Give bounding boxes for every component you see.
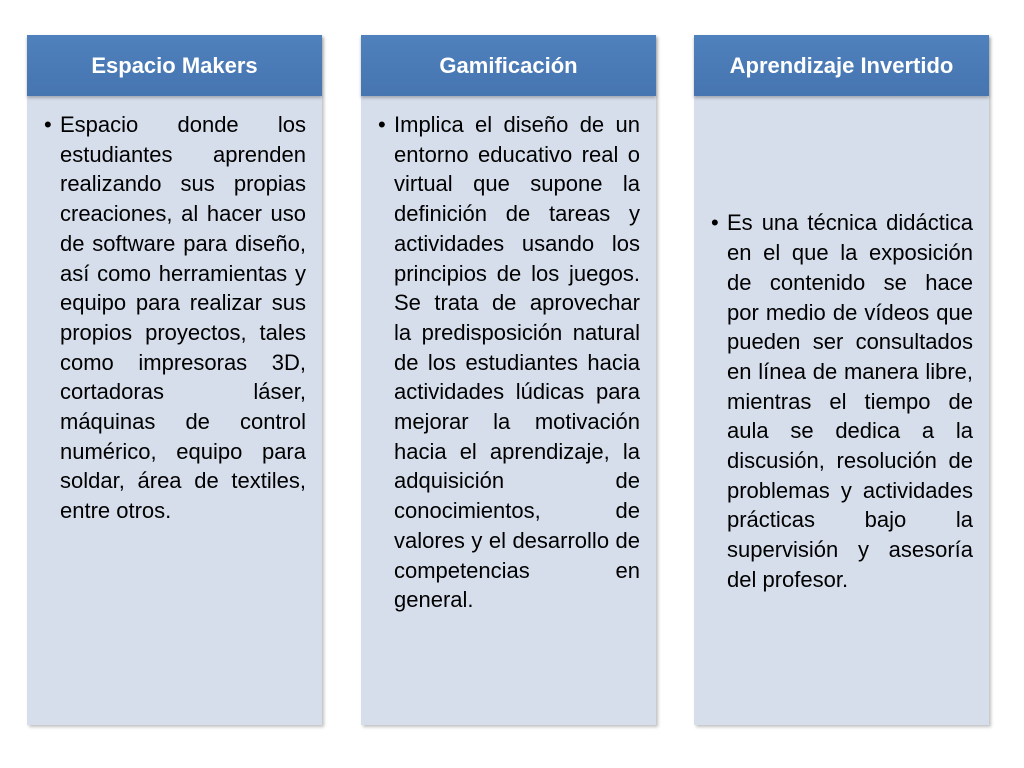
bullet-text: Espacio donde los estudiantes aprenden realizando sus propias creaciones, al hacer uso de software para diseño, así como herramientas y equipo para realizar sus propios proyectos, tales como impresoras 3D, cortadoras láser, máquinas de control numérico, equipo para soldar, área de textiles, entre otros. [60, 112, 306, 524]
column-espacio-makers [27, 35, 322, 725]
bullet-text: Es una técnica didáctica en el que la exposición de contenido se hace por medio de vídeos que pueden ser consultados en línea de manera libre, mientras el tiempo de aula se dedica a la discusión, resolución de problemas y actividades prácticas bajo la supervisión y asesoría del profesor. [727, 210, 973, 592]
bullet-item [378, 110, 640, 615]
column-body-espacio-makers [27, 96, 322, 725]
column-header-espacio-makers: Espacio Makers [27, 35, 322, 96]
bullet-item [711, 208, 973, 594]
bullet-item [44, 110, 306, 526]
bullet-dot-icon: • [44, 112, 52, 137]
bullet-dot-icon: • [378, 112, 386, 137]
column-gamificacion [361, 35, 656, 725]
column-aprendizaje-invertido [694, 35, 989, 725]
bullet-dot-icon: • [711, 210, 719, 236]
column-body-gamificacion [361, 96, 656, 725]
bullet-text: Implica el diseño de un entorno educativo real o virtual que supone la definición de tareas y actividades usando los principios de los juegos. Se trata de aprovechar la predisposición natural de los estudiantes hacia actividades lúdicas para mejorar la motivación hacia el aprendizaje, la adquisición de conocimientos, de valores y el desarrollo de competencias en general. [394, 112, 640, 613]
column-header-gamificacion: Gamificación [361, 35, 656, 96]
column-body-aprendizaje-invertido [694, 96, 989, 725]
column-header-aprendizaje-invertido: Aprendizaje Invertido [694, 35, 989, 96]
